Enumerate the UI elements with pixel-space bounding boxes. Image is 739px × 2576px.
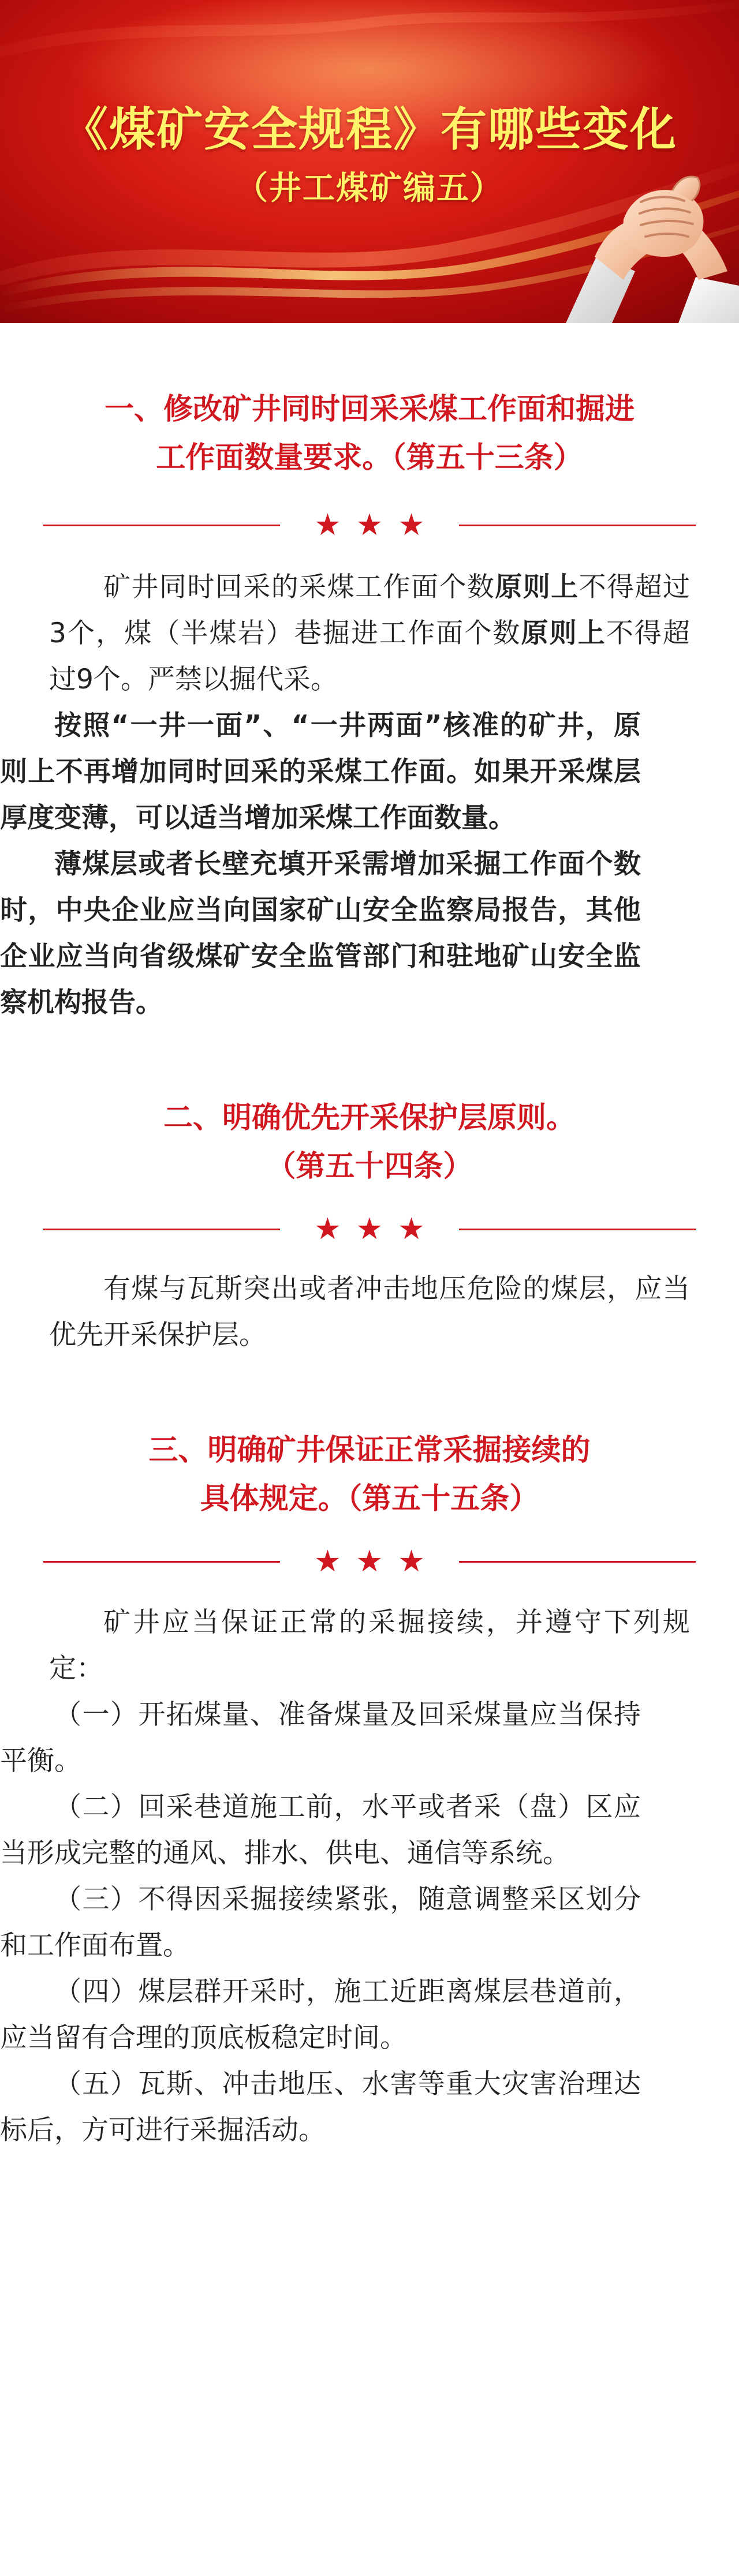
list-item: （五）瓦斯、冲击地压、水害等重大灾害治理达标后，方可进行采掘活动。 bbox=[0, 2068, 641, 2146]
section-heading-line-1: 二、明确优先开采保护层原则。 bbox=[163, 1101, 576, 1135]
list-item: （三）不得因采掘接续紧张，随意调整采区划分和工作面布置。 bbox=[0, 1884, 641, 1961]
section-heading-line-2: 具体规定。（第五十五条） bbox=[200, 1482, 539, 1516]
emphasis: 原则上 bbox=[495, 571, 579, 603]
text-run: 矿井同时回采的采煤工作面个数 bbox=[103, 571, 495, 603]
divider-line-right bbox=[459, 1229, 696, 1230]
text-run: 不得超过3个，煤（半煤岩）巷掘进工作面个数 bbox=[49, 571, 691, 649]
star-divider bbox=[43, 508, 696, 542]
section-heading-line-2: （第五十四条） bbox=[266, 1150, 473, 1184]
divider-line-left bbox=[43, 1229, 280, 1230]
divider-line-left bbox=[43, 1561, 280, 1563]
handshake-icon bbox=[554, 133, 739, 323]
article-body bbox=[0, 323, 739, 2154]
star-divider bbox=[43, 1544, 696, 1579]
divider-line-left bbox=[43, 525, 280, 526]
section-heading-line-1: 三、明确矿井保证正常采掘接续的 bbox=[148, 1433, 591, 1467]
section-heading-line-1: 一、修改矿井同时回采采煤工作面和掘进 bbox=[104, 392, 635, 426]
divider-line-right bbox=[459, 525, 696, 526]
divider-stars: ★★★ bbox=[314, 1212, 440, 1246]
section-1 bbox=[0, 323, 739, 1026]
list-item: （四）煤层群开采时，施工近距离煤层巷道前，应当留有合理的顶底板稳定时间。 bbox=[0, 1976, 641, 2054]
section-heading-line-2: 工作面数量要求。（第五十三条） bbox=[156, 441, 583, 475]
banner-subtitle: （井工煤矿编五） bbox=[236, 170, 503, 207]
list-item: （二）回采巷道施工前，水平或者采（盘）区应当形成完整的通风、排水、供电、通信等系统。 bbox=[0, 1791, 641, 1869]
divider-stars: ★★★ bbox=[314, 1544, 440, 1579]
emphasis: 原则上 bbox=[521, 617, 606, 649]
divider-line-right bbox=[459, 1561, 696, 1563]
section-2 bbox=[0, 1026, 739, 1358]
paragraph-bold: 薄煤层或者长壁充填开采需增加采掘工作面个数时，中央企业应当向国家矿山安全监察局报告，其他企业应当向省级煤矿安全监管部门和驻地矿山安全监察机构报告。 bbox=[0, 848, 641, 1019]
section-heading bbox=[35, 1426, 704, 1523]
section-3 bbox=[0, 1358, 739, 2154]
star-divider bbox=[43, 1212, 696, 1246]
paragraph: 有煤与瓦斯突出或者冲击地压危险的煤层，应当优先开采保护层。 bbox=[49, 1273, 690, 1351]
header-banner bbox=[0, 0, 739, 323]
divider-stars: ★★★ bbox=[314, 508, 440, 542]
banner-title: 《煤矿安全规程》有哪些变化 bbox=[62, 103, 677, 156]
paragraph-bold: 按照“一井一面”、“一井两面”核准的矿井，原则上不再增加同时回采的采煤工作面。如果开采煤层厚度变薄，可以适当增加采煤工作面数量。 bbox=[0, 710, 641, 834]
paragraph bbox=[49, 564, 690, 703]
section-heading bbox=[35, 1094, 704, 1191]
text-run: 不得超过9个。严禁以掘代采。 bbox=[49, 617, 691, 695]
list-item: （一）开拓煤量、准备煤量及回采煤量应当保持平衡。 bbox=[0, 1699, 641, 1777]
paragraph: 矿井应当保证正常的采掘接续，并遵守下列规定： bbox=[49, 1607, 690, 1684]
section-heading bbox=[35, 385, 704, 482]
